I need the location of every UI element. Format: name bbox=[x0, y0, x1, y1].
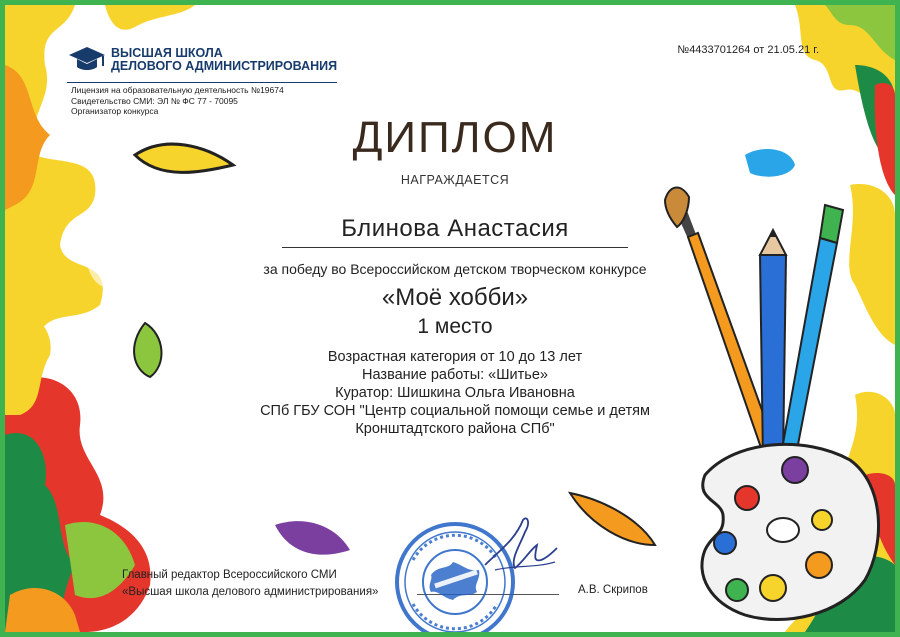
signature-icon bbox=[475, 510, 565, 580]
age-category: Возрастная категория от 10 до 13 лет bbox=[327, 349, 583, 365]
organization-meta bbox=[71, 85, 391, 117]
institution-line1: СПб ГБУ СОН "Центр социальной помощи семье и детям bbox=[260, 403, 650, 419]
logo-divider bbox=[67, 82, 337, 83]
license-text: Лицензия на образовательную деятельность №19674 bbox=[71, 85, 284, 95]
institution-line2: Кронштадтского района СПб" bbox=[355, 421, 555, 437]
diploma-subtitle: НАГРАЖДАЕТСЯ bbox=[400, 173, 510, 187]
organization-name: ВЫСШАЯ ШКОЛА ДЕЛОВОГО АДМИНИСТРИРОВАНИЯ bbox=[111, 46, 338, 73]
award-reason: за победу во Всероссийском детском творческом конкурсе bbox=[263, 261, 647, 277]
document-number: №4433701264 от 21.05.21 г. bbox=[677, 44, 819, 56]
recipient-underline bbox=[282, 247, 628, 248]
contest-name: «Моё хобби» bbox=[381, 284, 529, 311]
award-details bbox=[205, 348, 705, 438]
signatory-position: Главный редактор Всероссийского СМИ «Высшая школа делового администрирования» bbox=[122, 569, 379, 598]
recipient-name: Блинова Анастасия bbox=[341, 215, 569, 242]
diploma-title: ДИПЛОМ bbox=[352, 113, 558, 162]
curator: Куратор: Шишкина Ольга Ивановна bbox=[335, 385, 575, 401]
signatory-name: А.В. Скрипов bbox=[578, 584, 648, 596]
palette-icon bbox=[702, 444, 879, 619]
organizer-role-text: Организатор конкурса bbox=[71, 106, 159, 116]
media-certificate-text: Свидетельство СМИ: ЭЛ № ФС 77 - 70095 bbox=[71, 95, 238, 106]
pencil-icon bbox=[760, 230, 786, 460]
work-title: Название работы: «Шитье» bbox=[362, 367, 548, 383]
graduation-cap-icon bbox=[67, 45, 107, 75]
award-place: 1 место bbox=[417, 315, 493, 338]
